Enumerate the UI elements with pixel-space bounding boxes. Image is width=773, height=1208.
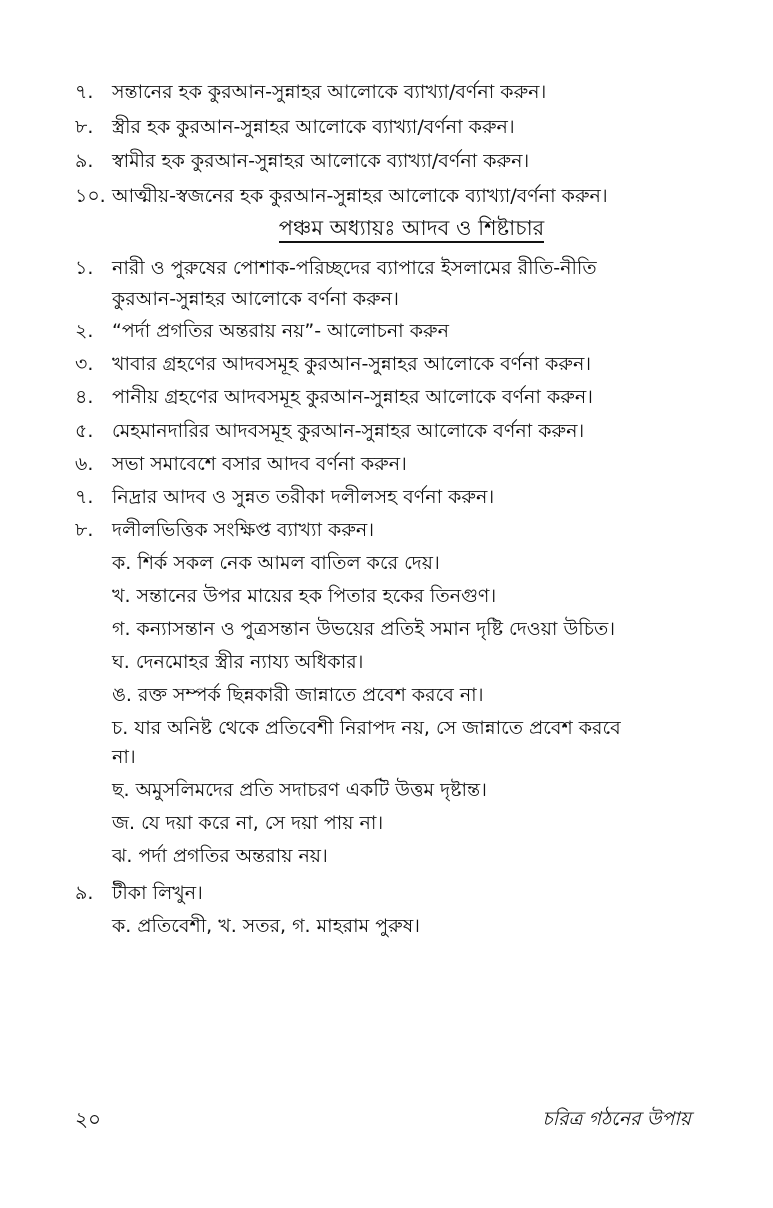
question-text: দলীলভিত্তিক সংক্ষিপ্ত ব্যাখ্যা করুন। xyxy=(112,519,375,541)
sub-item xyxy=(0,806,773,840)
sub-item xyxy=(0,579,773,613)
question-item xyxy=(0,110,773,144)
question-item xyxy=(0,75,773,109)
question-number: ৭. xyxy=(75,486,94,508)
sub-item xyxy=(0,773,773,807)
question-number: ৭. xyxy=(75,81,94,103)
sub-item-text: চ. যার অনিষ্ট থেকে প্রতিবেশী নিরাপদ নয়, সে জান্নাতে প্রবেশ করবে xyxy=(112,717,621,739)
question-number: ১. xyxy=(75,257,94,279)
page-number: ২০ xyxy=(75,1107,102,1131)
question-number: ২. xyxy=(75,320,94,342)
question-number: ৯. xyxy=(75,882,94,904)
question-item xyxy=(0,513,773,547)
question-item xyxy=(0,144,773,178)
question-number: ১০. xyxy=(75,185,106,207)
question-item xyxy=(0,380,773,414)
question-item xyxy=(0,414,773,448)
question-number: ৫. xyxy=(75,420,94,442)
question-number: ৮. xyxy=(75,519,94,541)
question-item xyxy=(0,179,773,213)
question-text: খাবার গ্রহণের আদবসমূহ কুরআন-সুন্নাহর আলোকে বর্ণনা করুন। xyxy=(112,353,592,375)
sub-item xyxy=(0,612,773,646)
question-text: কুরআন-সুন্নাহর আলোকে বর্ণনা করুন। xyxy=(112,288,399,310)
sub-item xyxy=(0,645,773,679)
question-number: ৮. xyxy=(75,116,94,138)
sub-item-text: গ. কন্যাসন্তান ও পুত্রসন্তান উভয়ের প্রতিই সমান দৃষ্টি দেওয়া উচিত। xyxy=(112,618,616,640)
question-continuation xyxy=(0,282,773,316)
sub-item-text: ঘ. দেনমোহর স্ত্রীর ন্যায্য অধিকার। xyxy=(112,651,364,673)
sub-item-text: ক. প্রতিবেশী, খ. সতর, গ. মাহরাম পুরুষ। xyxy=(112,915,420,937)
sub-item xyxy=(0,678,773,712)
question-item xyxy=(0,876,773,910)
sub-item xyxy=(0,546,773,580)
chapter-heading xyxy=(0,211,773,245)
question-text: পানীয় গ্রহণের আদবসমূহ কুরআন-সুন্নাহর আলোকে বর্ণনা করুন। xyxy=(112,386,593,408)
sub-item-continuation xyxy=(0,740,773,774)
sub-item-text: ক. শির্ক সকল নেক আমল বাতিল করে দেয়। xyxy=(112,552,440,574)
question-number: ৩. xyxy=(75,353,94,375)
question-item xyxy=(0,480,773,514)
question-item xyxy=(0,447,773,481)
question-text: মেহমানদারির আদবসমূহ কুরআন-সুন্নাহর আলোকে বর্ণনা করুন। xyxy=(112,420,585,442)
question-text: নারী ও পুরুষের পোশাক-পরিচ্ছদের ব্যাপারে ইসলামের রীতি-নীতি xyxy=(112,257,597,279)
question-item xyxy=(0,347,773,381)
question-text: স্বামীর হক কুরআন-সুন্নাহর আলোকে ব্যাখ্যা/বর্ণনা করুন। xyxy=(112,150,530,172)
sub-item xyxy=(0,839,773,873)
question-text: সন্তানের হক কুরআন-সুন্নাহর আলোকে ব্যাখ্যা/বর্ণনা করুন। xyxy=(112,81,547,103)
question-continuation xyxy=(0,909,773,943)
question-text: স্ত্রীর হক কুরআন-সুন্নাহর আলোকে ব্যাখ্যা/বর্ণনা করুন। xyxy=(112,116,515,138)
question-text: সভা সমাবেশে বসার আদব বর্ণনা করুন। xyxy=(112,453,407,475)
sub-item-text: ছ. অমুসলিমদের প্রতি সদাচরণ একটি উত্তম দৃষ্টান্ত। xyxy=(112,779,487,801)
question-number: ৯. xyxy=(75,150,94,172)
sub-item-text: খ. সন্তানের উপর মায়ের হক পিতার হকের তিনগুণ। xyxy=(112,585,497,607)
question-text: নিদ্রার আদব ও সুন্নত তরীকা দলীলসহ বর্ণনা করুন। xyxy=(112,486,495,508)
question-number: ৬. xyxy=(75,453,94,475)
sub-item-text: না। xyxy=(112,746,136,768)
sub-item-text: ঝ. পর্দা প্রগতির অন্তরায় নয়। xyxy=(112,845,328,867)
book-title: চরিত্র গঠনের উপায় xyxy=(542,1108,691,1130)
question-item xyxy=(0,314,773,348)
question-number: ৪. xyxy=(75,386,94,408)
sub-item-text: জ. যে দয়া করে না, সে দয়া পায় না। xyxy=(112,812,384,834)
question-text: আত্মীয়-স্বজনের হক কুরআন-সুন্নাহর আলোকে ব্যাখ্যা/বর্ণনা করুন। xyxy=(112,185,608,207)
question-text: “পর্দা প্রগতির অন্তরায় নয়”- আলোচনা করুন xyxy=(112,320,449,342)
question-text: টীকা লিখুন। xyxy=(112,882,203,904)
question-item xyxy=(0,251,773,285)
chapter-heading-text: পঞ্চম অধ্যায়ঃ আদব ও শিষ্টাচার xyxy=(279,216,544,243)
sub-item-text: ঙ. রক্ত সম্পর্ক ছিন্নকারী জান্নাতে প্রবেশ করবে না। xyxy=(112,684,484,706)
